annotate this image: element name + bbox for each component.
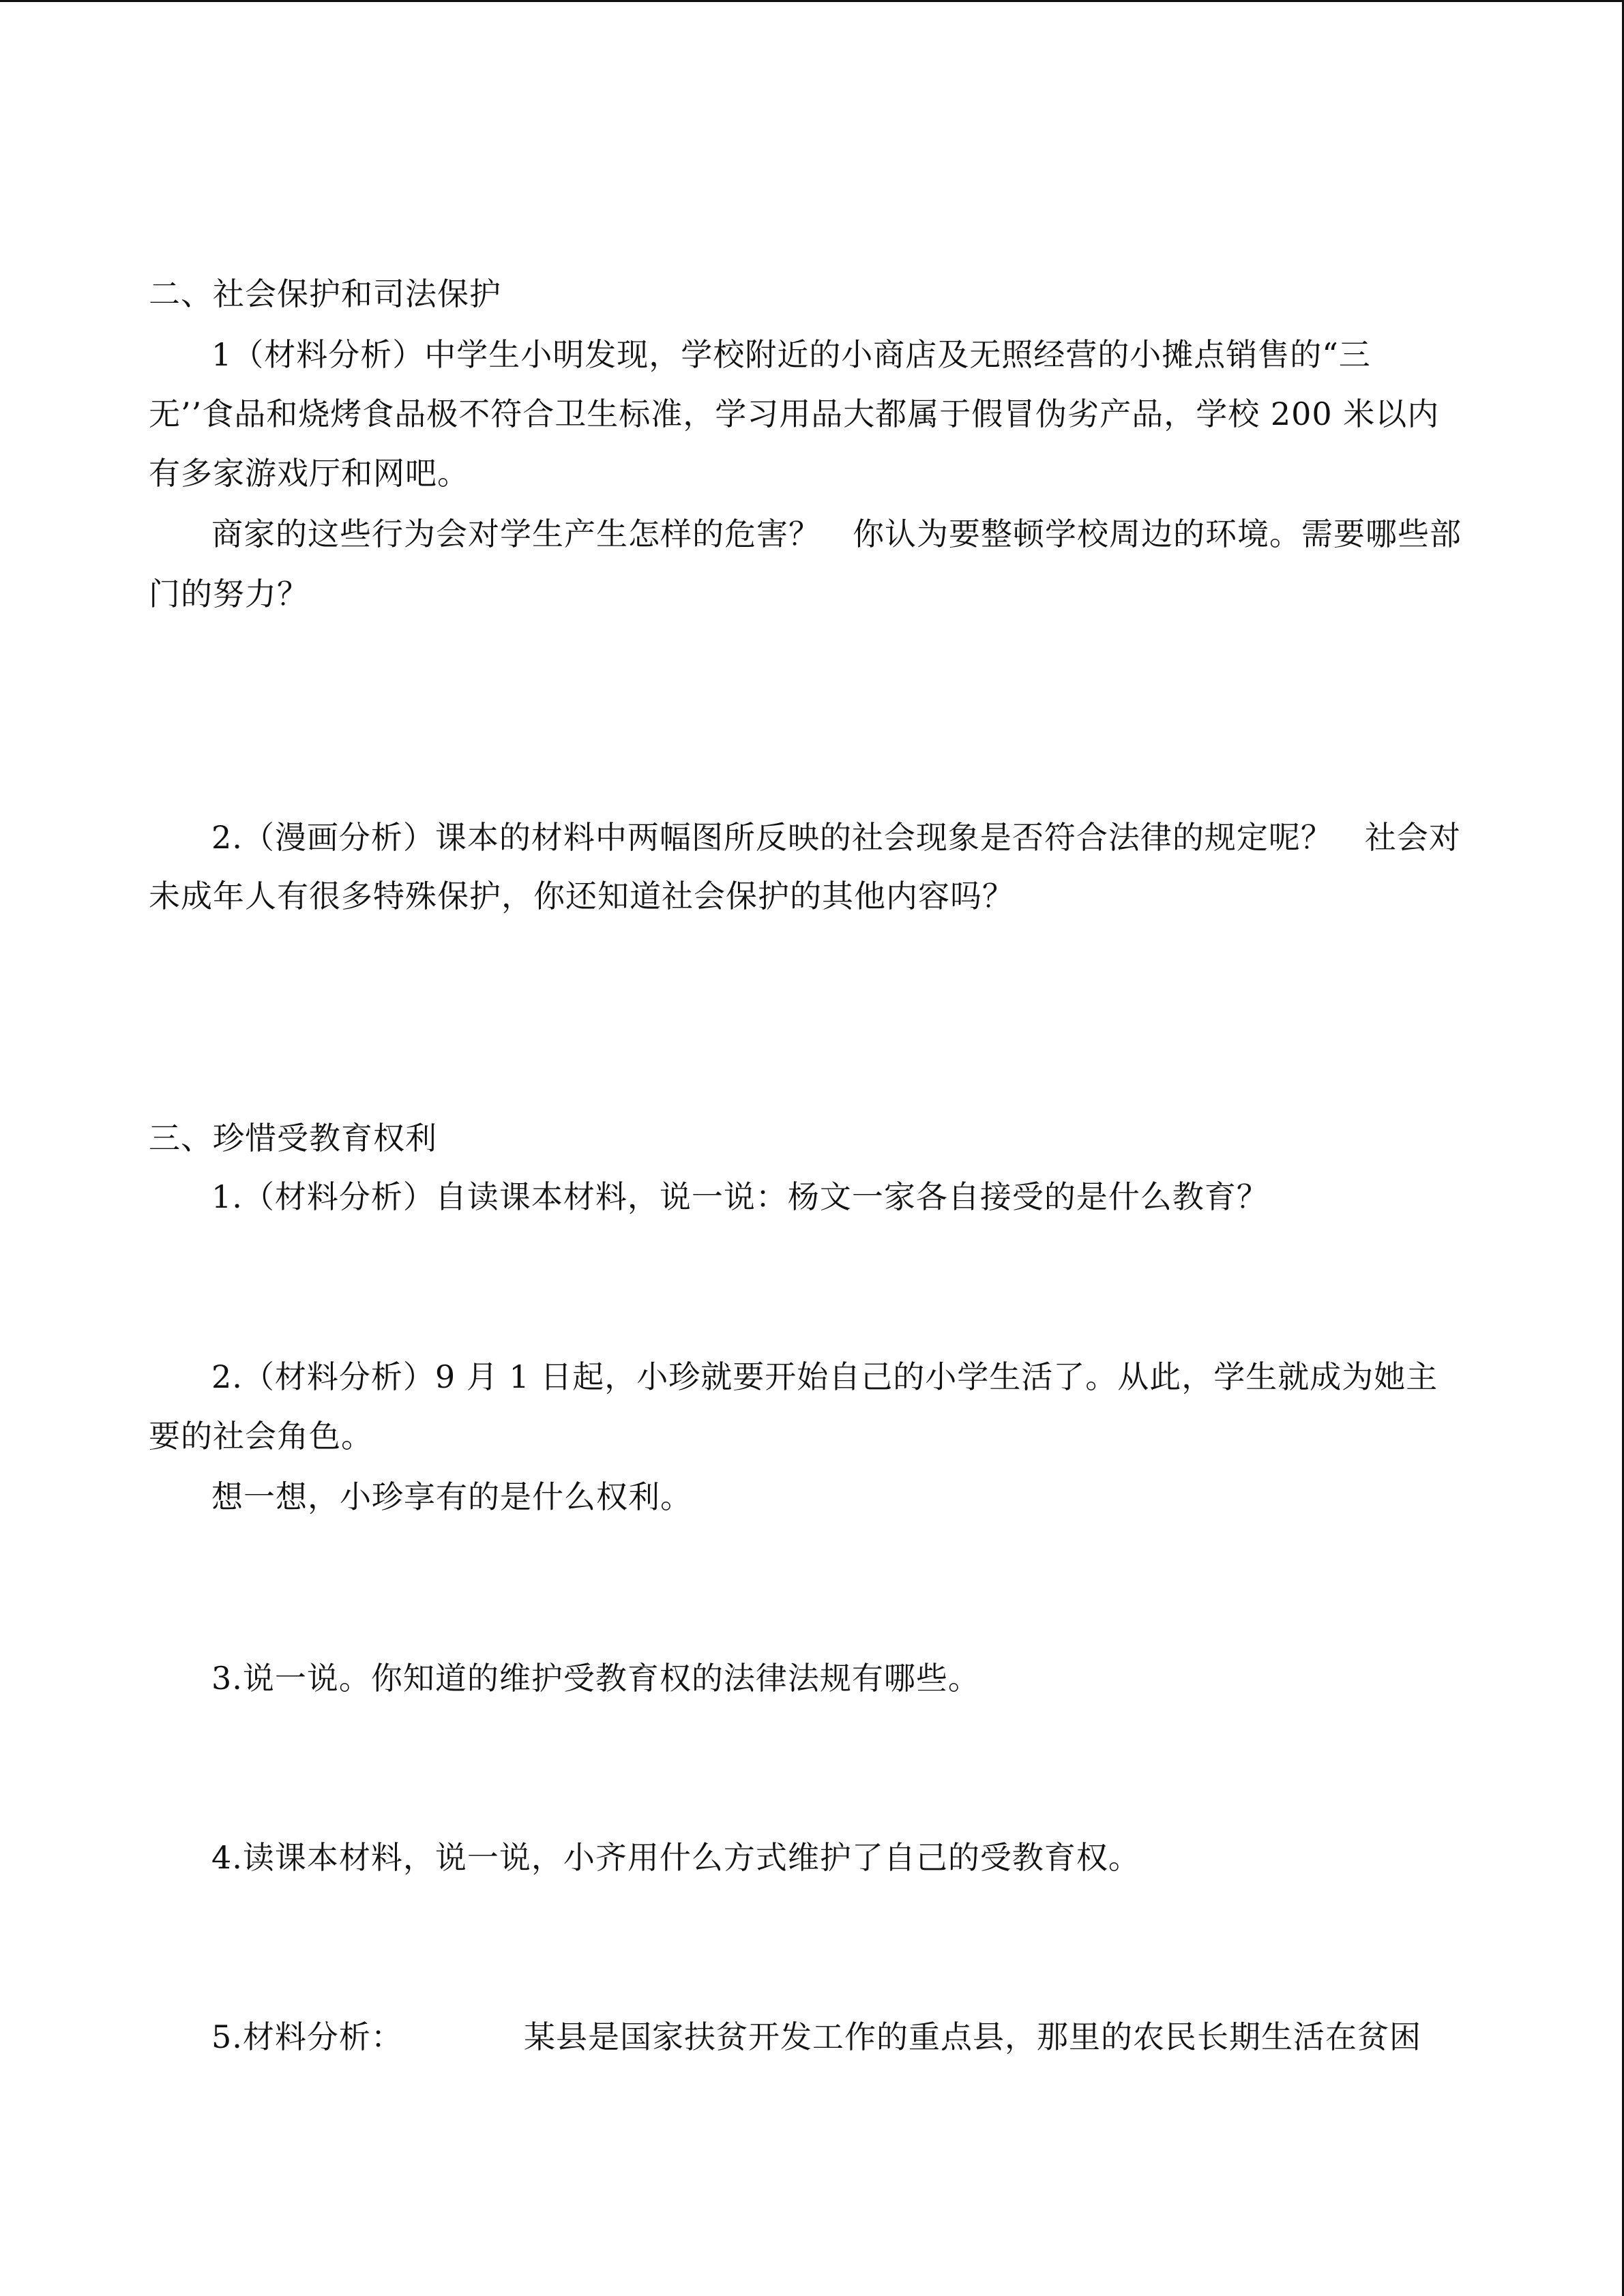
section-3-q4-line-1: 4.读课本材料，说一说，小齐用什么方式维护了自己的受教育权。 — [211, 1839, 1140, 1876]
section-3-q2-line-1: 2.（材料分析）9 月 1 日起，小珍就要开始自己的小学生活了。从此，学生就成为她主 — [211, 1358, 1438, 1395]
section-3-q3-line-1: 3.说一说。你知道的维护受教育权的法律法规有哪些。 — [211, 1660, 980, 1697]
section-2-q1-line-5: 门的努力？ — [149, 576, 309, 612]
section-3-q2-line-2: 要的社会角色。 — [149, 1418, 373, 1455]
section-3-heading: 三、珍惜受教育权利 — [149, 1120, 437, 1157]
section-2-q1-line-3: 有多家游戏厅和网吧。 — [149, 455, 469, 492]
section-3-q1-line-1: 1.（材料分析）自读课本材料，说一说：杨文一家各自接受的是什么教育？ — [211, 1178, 1269, 1215]
section-2-q1-line-2: 无’’食品和烧烤食品极不符合卫生标准，学习用品大都属于假冒伪劣产品，学校 200 米以内 — [149, 396, 1440, 432]
section-3-q2-line-3: 想一想，小珍享有的是什么权利。 — [211, 1478, 692, 1515]
section-3-q5-text: 某县是国家扶贫开发工作的重点县，那里的农民长期生活在贫困 — [524, 2018, 1421, 2055]
page-top-border — [0, 0, 1624, 2]
section-2-q2-line-1: 2.（漫画分析）课本的材料中两幅图所反映的社会现象是否符合法律的规定呢？ 社会对 — [211, 819, 1461, 856]
section-2-q1-line-4: 商家的这些行为会对学生产生怎样的危害？ 你认为要整顿学校周边的环境。需要哪些部 — [211, 516, 1462, 552]
section-2-heading: 二、社会保护和司法保护 — [149, 275, 501, 312]
section-3-q5-line-1 — [211, 2017, 403, 2057]
section-2-q1-line-1: 1（材料分析）中学生小明发现，学校附近的小商店及无照经营的小摊点销售的“三 — [211, 336, 1371, 373]
section-2-q2-line-2: 未成年人有很多特殊保护，你还知道社会保护的其他内容吗？ — [149, 878, 1014, 914]
section-3-q5-label: 5.材料分析： — [211, 2018, 403, 2055]
